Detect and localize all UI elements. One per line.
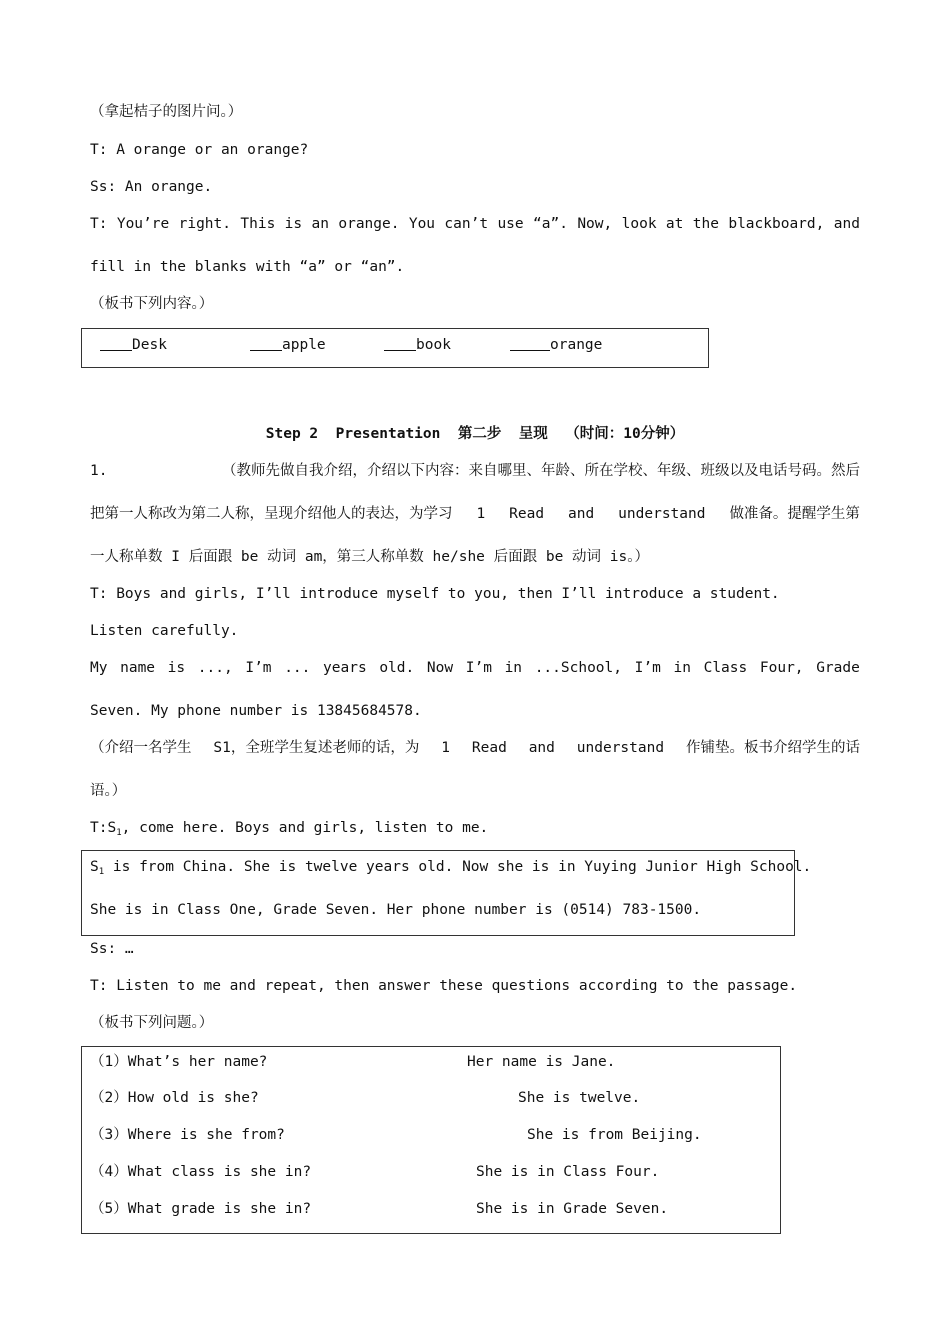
dialogue-line: T: Listen to me and repeat, then answer these questions according to the passage. — [90, 978, 798, 994]
intro-line: $S_1$ is from China. She is twelve years old. Now she is in Yuying Junior High School. — [90, 859, 812, 877]
word: 作铺垫。板书介绍学生的话 — [685, 740, 860, 756]
instruction-paragraph: 一人称单数 I 后面跟 be 动词 am，第三人称单数 he/she 后面跟 be 动词 is。） — [90, 549, 649, 565]
dialogue-line: Ss: … — [90, 941, 134, 957]
question: （5）What grade is she in? — [90, 1201, 312, 1217]
word: This — [240, 216, 276, 232]
word: Read — [509, 506, 545, 522]
dialogue-line: Seven. My phone number is 13845684578. — [90, 703, 422, 719]
dialogue-line: T: A orange or an orange? — [90, 142, 309, 158]
word: Read — [471, 740, 507, 756]
answer: She is in Class Four. — [476, 1164, 660, 1180]
answer: Her name is Jane. — [467, 1054, 616, 1070]
word: Four, — [759, 660, 804, 676]
word: S1，全班学生复述老师的话，为 — [213, 740, 420, 756]
word: I’m — [634, 660, 661, 676]
word: 1 — [476, 506, 486, 522]
word: You’re — [116, 216, 170, 232]
word: “a”. — [533, 216, 568, 232]
word: I’m — [245, 660, 272, 676]
dialogue-line: Ss: An orange. — [90, 179, 213, 195]
word: can’t — [444, 216, 489, 232]
word: in — [673, 660, 691, 676]
question: （1）What’s her name? — [90, 1054, 268, 1070]
word: years — [323, 660, 367, 676]
word: ... — [284, 660, 311, 676]
word: orange. — [338, 216, 400, 232]
word: understand — [618, 506, 706, 522]
stage-direction-board: （板书下列问题。） — [90, 1015, 214, 1031]
blank-item: apple — [250, 335, 326, 355]
intro-box — [81, 850, 812, 936]
dialogue-line: fill in the blanks with “a” or “an”. — [90, 259, 405, 275]
word: understand — [576, 740, 665, 756]
word: Now, — [577, 216, 613, 232]
word: in — [504, 660, 523, 676]
word: look — [621, 216, 657, 232]
word: and — [833, 216, 860, 232]
word: use — [497, 216, 524, 232]
instruction-paragraph — [90, 504, 860, 524]
word: an — [311, 216, 329, 232]
word: 1. — [90, 463, 108, 479]
dialogue-line: T: Boys and girls, I’ll introduce myself to you, then I’ll introduce a student. — [90, 586, 780, 602]
word: right. — [178, 216, 231, 232]
word: My — [90, 660, 108, 676]
word: ...School, — [534, 660, 622, 676]
word: is — [284, 216, 303, 232]
word: 做准备。提醒学生第 — [729, 506, 860, 522]
instruction-paragraph — [90, 461, 860, 481]
word: ..., — [197, 660, 233, 676]
answer: She is twelve. — [518, 1090, 641, 1106]
dialogue-line-justified — [90, 658, 860, 678]
word: Class — [703, 660, 748, 676]
section-heading: Step 2 Presentation 第二步 呈现 （时间：10分钟） — [265, 426, 685, 442]
answer: She is from Beijing. — [527, 1127, 702, 1143]
word: （教师先做自我介绍，介绍以下内容：来自哪里、年龄、所在学校、年级、班级以及电话号码。然后 — [222, 463, 860, 479]
dialogue-line-justified — [90, 214, 860, 234]
blank-item: book — [384, 335, 451, 355]
word: at — [665, 216, 684, 232]
qa-box — [81, 1046, 781, 1234]
blank-item: Desk — [100, 335, 167, 355]
instruction-paragraph — [90, 738, 860, 758]
word: I’m — [465, 660, 492, 676]
dialogue-line: $T:S_1$, come here. Boys and girls, listen to me. — [90, 820, 489, 838]
word: is — [167, 660, 186, 676]
question: （3）Where is she from? — [90, 1127, 285, 1143]
stage-direction-orange: （拿起桔子的图片问。） — [90, 104, 243, 120]
word: Grade — [816, 660, 860, 676]
answer: She is in Grade Seven. — [476, 1201, 669, 1217]
intro-line: She is in Class One, Grade Seven. Her phone number is (0514) 783-1500. — [90, 902, 702, 918]
word: old. — [379, 660, 415, 676]
question: （2）How old is she? — [90, 1090, 259, 1106]
instruction-paragraph: 语。） — [90, 783, 127, 799]
word: and — [528, 740, 555, 756]
word: name — [120, 660, 156, 676]
word: 1 — [441, 740, 450, 756]
word: the — [692, 216, 719, 232]
word: （介绍一名学生 — [90, 740, 192, 756]
word: Now — [426, 660, 454, 676]
word: blackboard, — [728, 216, 825, 232]
word: T: — [90, 216, 108, 232]
question: （4）What class is she in? — [90, 1164, 312, 1180]
stage-direction-board: （板书下列内容。） — [90, 296, 214, 312]
word: and — [568, 506, 595, 522]
blanks-box — [81, 328, 709, 368]
blank-item: orange — [510, 335, 602, 355]
word: You — [408, 216, 436, 232]
dialogue-line: Listen carefully. — [90, 623, 239, 639]
word: 把第一人称改为第二人称，呈现介绍他人的表达，为学习 — [90, 506, 453, 522]
